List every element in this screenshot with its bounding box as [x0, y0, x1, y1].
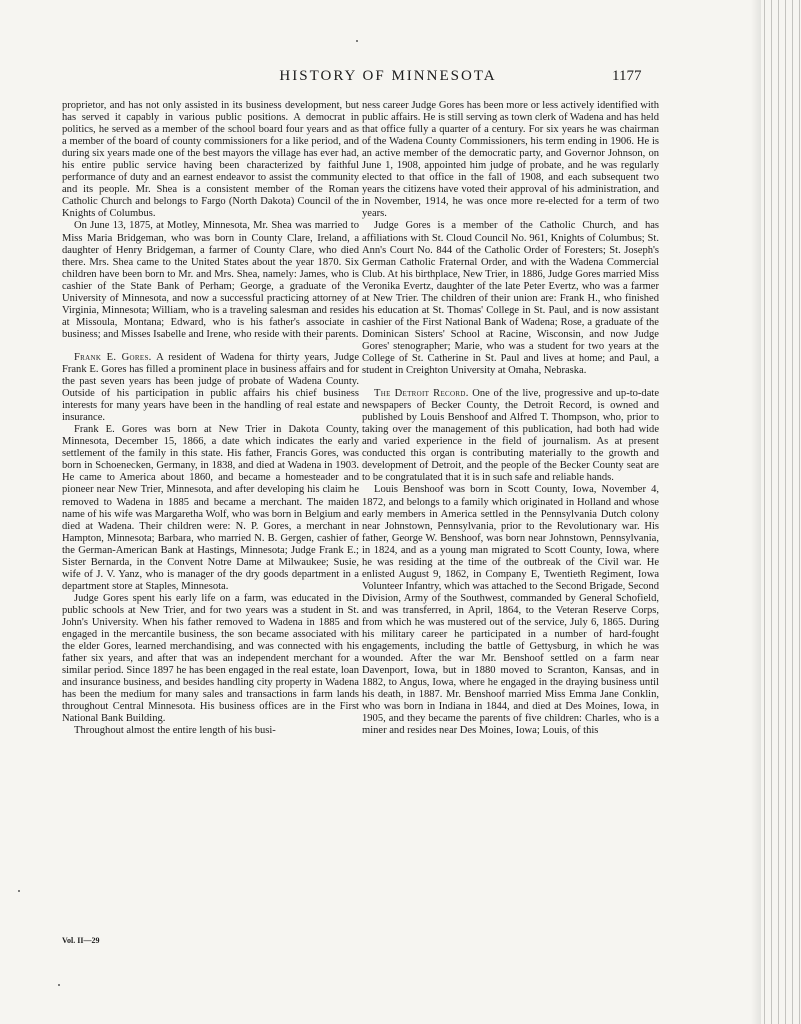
- scan-speck: [58, 984, 60, 986]
- running-header-title: HISTORY OF MINNESOTA: [279, 68, 497, 84]
- paragraph: Louis Benshoof was born in Scott County, Iowa, November 4, 1872, and belongs to a family which originated in Holland and whose early members in America settled in the Pennsylvania Dutch colony near Johnstown, Pennsylvania, prior to the Revolutionary war. His father, George W. Benshoof, was born near Johnstown, Pennsylvania, in 1824, and as a young man migrated to Scott County, Iowa, where he was residing at the time of the outbreak of the Civil war. He enlisted August 9, 1862, in Company E, Twentieth Regiment, Iowa Volunteer Infantry, which was attached to the Second Brigade, Second Division, Army of the Southwest, commanded by General Schofield, and was transferred, in April, 1864, to the Veteran Reserve Corps, from which he was mustered out of the service, July 6, 1865. During his military career he participated in a number of hard-fought engagements, including the battle of Gettysburg, in which he was wounded. After the war Mr. Benshoof settled on a farm near Davenport, Iowa, but in 1880 moved to Scranton, Kansas, and in 1882, to Angus, Iowa, where he engaged in the draying business until his death, in 1887. Mr. Benshoof married Miss Emma Jane Conklin, who was born in Indiana in 1844, and died at Des Moines, Iowa, in 1905, and they became the parents of five children: Charles, who is a miner and resides near Des Moines, Iowa; Louis, of this: [362, 484, 659, 737]
- paragraph: Judge Gores is a member of the Catholic Church, and has affiliations with St. Cloud Council No. 961, Knights of Columbus; St. Ann's Court No. 844 of the Catholic Order of Foresters; St. Joseph's German Catholic Fraternal Order, and with the Wadena Commercial Club. At his birthplace, New Trier, in 1886, Judge Gores married Miss Veronika Evertz, daughter of the late Peter Evertz, who was a farmer at New Trier. The children of their union are: Frank H., who finished his education at St. Thomas' College in St. Paul, and is now assistant cashier of the First National Bank of Wadena; Rose, a graduate of the Dominican Sisters' School at Racine, Wisconsin, and now Judge Gores' stenographer; Marie, who was a student for two years at the College of St. Catherine in St. Paul and lives at home; and Paul, a student in Creighton University at Omaha, Nebraska.: [362, 220, 659, 377]
- entry-text: A resident of Wadena for thirty years, Judge Frank E. Gores has filled a prominent place in business affairs and for the past seven years has been judge of probate of Wadena County. Outside of his participation in public affairs his chief business interests for many years have been in the handling of real estate and insurance.: [62, 351, 360, 424]
- left-column: [62, 100, 359, 737]
- page-number: 1177: [612, 68, 642, 84]
- entry-heading: Frank E. Gores.: [74, 351, 152, 363]
- binding-shadow: [751, 0, 761, 1024]
- paragraph-entry-gores: [62, 352, 359, 424]
- paragraph: On June 13, 1875, at Motley, Minnesota, Mr. Shea was married to Miss Maria Bridgeman, who was born in County Clare, Ireland, a daughter of Henry Bridgeman, a farmer of County Clare, who died there. Mrs. Shea came to the United States about the year 1870. Six children have been born to Mr. and Mrs. Shea, namely: James, who is cashier of the State Bank of Perham; George, a graduate of the University of Minnesota, and now a successful practicing attorney of Virginia, Minnesota; William, who is a traveling salesman and resides at Missoula, Montana; Edward, who is his father's associate in business; and Misses Isabelle and Irene, who reside with their parents.: [62, 220, 359, 340]
- page-edge-scan-artifact: [761, 0, 801, 1024]
- right-column: [362, 100, 659, 737]
- paragraph-entry-detroit-record: [362, 388, 659, 484]
- paragraph: Throughout almost the entire length of his busi-: [74, 725, 276, 737]
- entry-heading: The Detroit Record.: [374, 388, 469, 400]
- paragraph: Frank E. Gores was born at New Trier in Dakota County, Minnesota, December 15, 1866, a date which indicates the early settlement of the family in this state. His father, Francis Gores, was born in Schoenecken, Germany, in 1838, and died at Wadena in 1903. He came to America about 1860, and became a homesteader and pioneer near New Trier, Minnesota, and after developing his claim he removed to Wadena in 1885 and became a merchant. The maiden name of his wife was Margaretha Wolf, who was born in Belgium and died at Wadena. Their children were: N. P. Gores, a merchant in Hampton, Minnesota; Barbara, who married N. B. Gergen, cashier of the German-American Bank at Hastings, Minnesota; Judge Frank E.; Sister Bernarda, in the Convent Notre Dame at Milwaukee; Susie, wife of J. V. Yanz, who is manager of the dry goods department in a department store at Staples, Minnesota.: [62, 424, 359, 592]
- paragraph: proprietor, and has not only assisted in its business development, but has served it capably in various public positions. A democrat in politics, he served as a member of the school board four years and as a member of the board of county commissioners for a like period, and during six years made one of the best mayors the village has ever had, his entire public service having been characterized by faithful performance of duty and an earnest endeavor to assist the community and its people. Mr. Shea is a consistent member of the Roman Catholic Church and belongs to Fargo (North Dakota) Council of the Knights of Columbus.: [62, 100, 359, 220]
- scan-speck: [356, 40, 358, 42]
- scan-speck: [18, 890, 20, 892]
- paragraph: Judge Gores spent his early life on a farm, was educated in the public schools at New Trier, and for two years was a student in St. John's University. When his father removed to Wadena in 1885 and engaged in the mercantile business, the son became associated with the elder Gores, learned merchandising, and was connected with his father six years, and after that was an independent merchant for a similar period. Since 1897 he has been engaged in the real estate, loan and insurance business, and besides handling city property in Wadena has been the medium for many sales and transactions in farm lands throughout Central Minnesota. His business offices are in the First National Bank Building.: [62, 592, 359, 725]
- paragraph: ness career Judge Gores has been more or less actively identified with public affairs. He is still serving as town clerk of Wadena and has held that office fully a quarter of a century. For six years he was chairman of the Wadena County Commissioners, his term ending in 1906. He is an active member of the democratic party, and Governor Johnson, on June 1, 1908, appointed him judge of probate, and he was regularly elected to that office in the fall of 1908, and each subsequent two years the citizens have voted their approval of his administration, and in November, 1914, he was once more re-elected for a term of two years.: [362, 100, 659, 220]
- volume-signature: Vol. II—29: [62, 936, 100, 945]
- entry-text: One of the live, progressive and up-to-date newspapers of Becker County, the Detroit Record, is owned and published by Louis Benshoof and Alfred T. Thompson, who, prior to taking over the management of this publication, had both had wide and varied experience in the field of journalism. As at present conducted this organ is contributing materially to the growth and development of Detroit, and the people of the Becker County seat are to be congratulated that it is in such safe and reliable hands.: [362, 388, 659, 484]
